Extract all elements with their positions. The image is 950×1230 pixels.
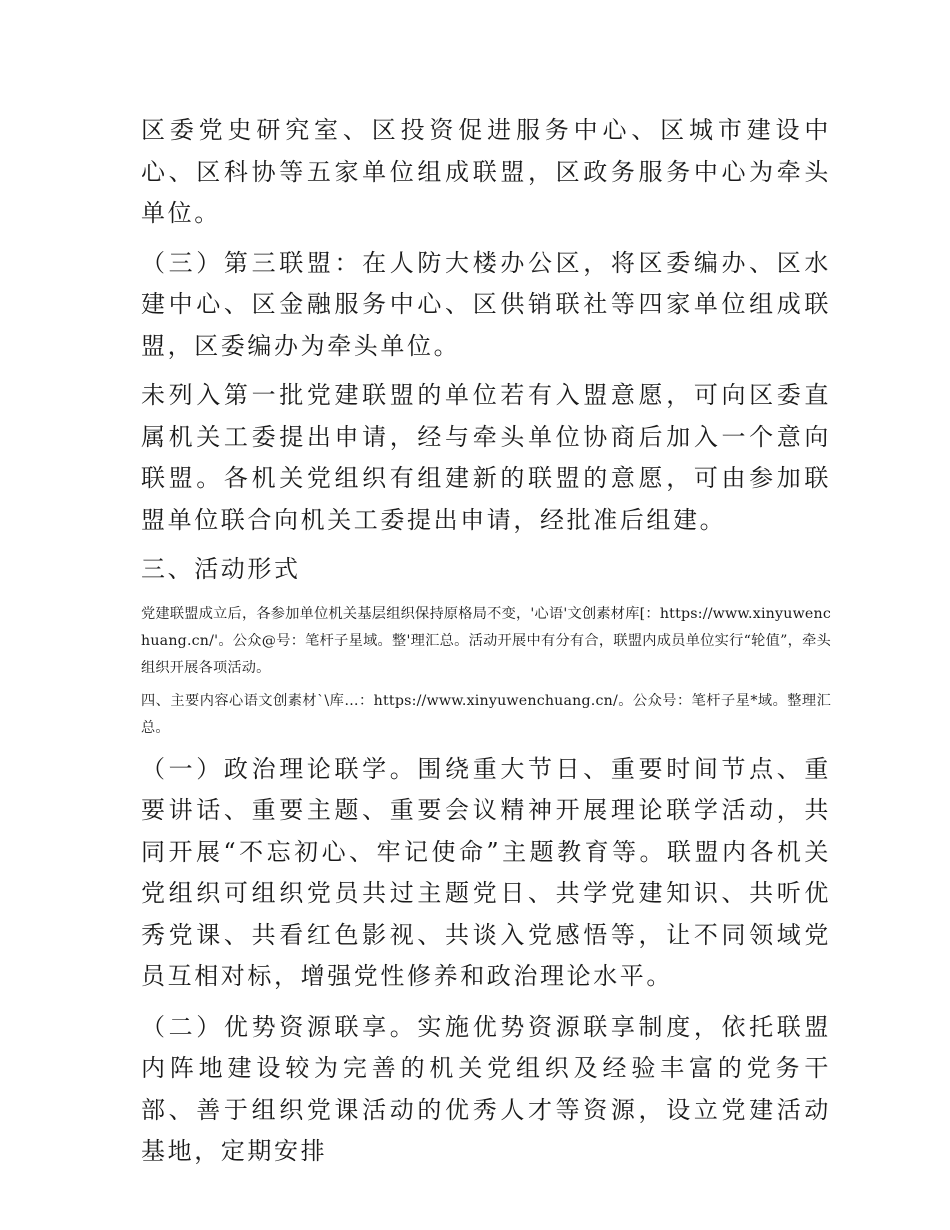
- paragraph-third-alliance: （三）第三联盟：在人防大楼办公区，将区委编办、区水建中心、区金融服务中心、区供销联社等四家单位组成联盟，区委编办为牵头单位。: [141, 248, 831, 360]
- paragraph-activity-form: 党建联盟成立后，各参加单位机关基层组织保持原格局不变，'心语'文创素材库[：https://www.xinyuwenchuang.cn/'。公众@号：笔杆子星域。整'理汇总。活动开展中有分有合，联盟内成员单位实行“轮值”，牵头组织开展各项活动。: [141, 605, 831, 676]
- paragraph-political-theory: （一）政治理论联学。围绕重大节日、重要时间节点、重要讲话、重要主题、重要会议精神开展理论联学活动，共同开展“不忘初心、牢记使命”主题教育等。联盟内各机关党组织可组织党员共过主题党日、共学党建知识、共听优秀党课、共看红色影视、共谈入党感悟等，让不同领域党员互相对标，增强党性修养和政治理论水平。: [141, 754, 831, 990]
- paragraph-resource-sharing: （二）优势资源联享。实施优势资源联享制度，依托联盟内阵地建设较为完善的机关党组织及经验丰富的党务干部、善于组织党课活动的优秀人才等资源，设立党建活动基地，定期安排: [141, 1012, 831, 1165]
- section-heading-activity-form: 三、活动形式: [141, 555, 301, 583]
- section-heading-main-content: 四、主要内容心语文创素材`\库…：https://www.xinyuwenchuang.cn/。公众号：笔杆子星*域。整理汇总。: [141, 692, 831, 736]
- document-page: [141, 110, 831, 1173]
- paragraph-joining-alliance: 未列入第一批党建联盟的单位若有入盟意愿，可向区委直属机关工委提出申请，经与牵头单位协商后加入一个意向联盟。各机关党组织有组建新的联盟的意愿，可由参加联盟单位联合向机关工委提出申请，经批准后组建。: [141, 381, 831, 534]
- paragraph-first-alliance-members: 区委党史研究室、区投资促进服务中心、区城市建设中心、区科协等五家单位组成联盟，区政务服务中心为牵头单位。: [141, 116, 831, 227]
